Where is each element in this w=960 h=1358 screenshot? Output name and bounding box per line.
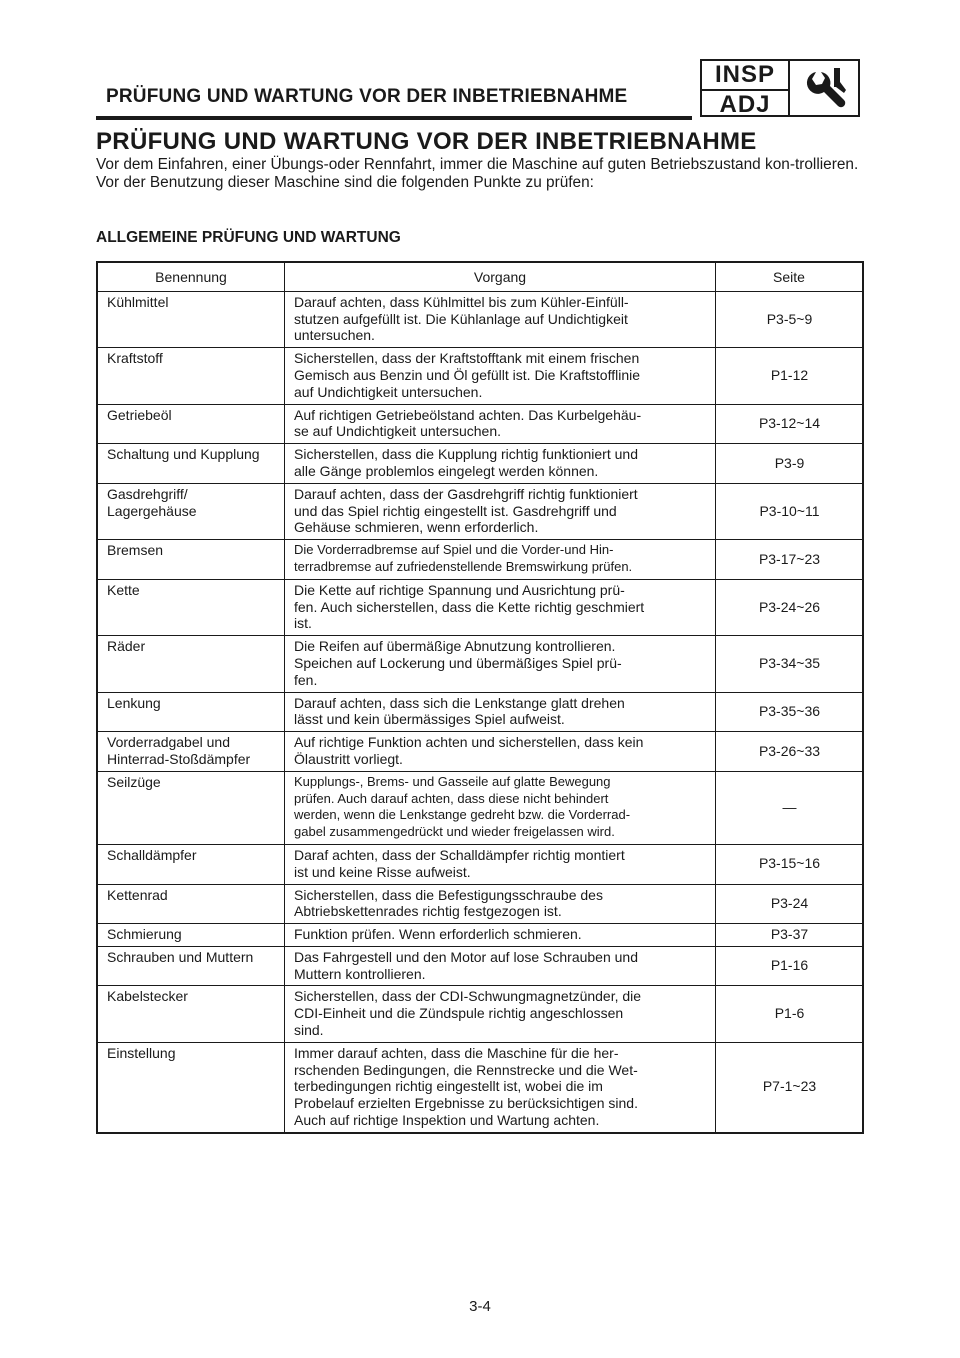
cell-benennung: Getriebeöl (97, 404, 285, 444)
table-row (97, 540, 863, 580)
cell-seite: P3-24 (716, 884, 864, 924)
cell-vorgang: Kupplungs-, Brems- und Gasseile auf glatte Bewegung prüfen. Auch darauf achten, dass diese nicht behindert werden, wenn die Lenkstange gedreht bzw. die Vorderrad- gabel zusammengedrückt und wieder freigelassen wird. (285, 771, 716, 844)
page-number: 3-4 (469, 1298, 491, 1315)
table-row (97, 946, 863, 986)
cell-benennung: Räder (97, 636, 285, 692)
cell-seite: P3-37 (716, 924, 864, 947)
table-row (97, 771, 863, 844)
table-body (97, 291, 863, 1133)
insp-adj-badge (700, 59, 860, 117)
cell-seite: P3-26~33 (716, 732, 864, 772)
cell-seite: P7-1~23 (716, 1042, 864, 1132)
table-row (97, 483, 863, 539)
cell-benennung: Kette (97, 579, 285, 635)
cell-vorgang: Sicherstellen, dass der CDI-Schwungmagnetzünder, die CDI-Einheit und die Zündspule richtig angeschlossen sind. (285, 986, 716, 1042)
table-row (97, 924, 863, 947)
cell-seite: P3-9 (716, 444, 864, 484)
cell-benennung: Kettenrad (97, 884, 285, 924)
table-row (97, 444, 863, 484)
table-row (97, 636, 863, 692)
header-title: PRÜFUNG UND WARTUNG VOR DER INBETRIEBNAHME (106, 86, 628, 107)
cell-benennung: Seilzüge (97, 771, 285, 844)
cell-benennung: Schaltung und Kupplung (97, 444, 285, 484)
cell-vorgang: Funktion prüfen. Wenn erforderlich schmieren. (285, 924, 716, 947)
section-title: ALLGEMEINE PRÜFUNG UND WARTUNG (96, 229, 401, 246)
cell-vorgang: Darauf achten, dass Kühlmittel bis zum Kühler-Einfüll- stutzen aufgefüllt ist. Die Kühlanlage auf Undichtigkeit untersuchen. (285, 291, 716, 347)
cell-vorgang: Darauf achten, dass sich die Lenkstange glatt drehen lässt und kein übermässiges Spiel aufweist. (285, 692, 716, 732)
cell-benennung: Gasdrehgriff/ Lagergehäuse (97, 483, 285, 539)
adj-label: ADJ (719, 91, 771, 118)
cell-benennung: Schalldämpfer (97, 844, 285, 884)
cell-seite: P1-16 (716, 946, 864, 986)
cell-seite: P1-12 (716, 348, 864, 404)
cell-benennung: Lenkung (97, 692, 285, 732)
table-row (97, 844, 863, 884)
header-rule (96, 116, 692, 120)
insp-label: INSP (702, 61, 788, 91)
table-row (97, 291, 863, 347)
cell-vorgang: Sicherstellen, dass der Kraftstofftank mit einem frischen Gemisch aus Benzin und Öl gefüllt ist. Die Kraftstofflinie auf Undichtigkeit untersuchen. (285, 348, 716, 404)
cell-seite: P3-24~26 (716, 579, 864, 635)
cell-seite: P3-17~23 (716, 540, 864, 580)
tools-icon (790, 61, 858, 115)
cell-benennung: Schmierung (97, 924, 285, 947)
cell-vorgang: Darauf achten, dass der Gasdrehgriff richtig funktioniert und das Spiel richtig eingestellt ist. Gasdrehgriff und Gehäuse schmieren, wenn erforderlich. (285, 483, 716, 539)
cell-vorgang: Sicherstellen, dass die Kupplung richtig funktioniert und alle Gänge problemlos eingelegt werden können. (285, 444, 716, 484)
table-row (97, 692, 863, 732)
cell-vorgang: Die Reifen auf übermäßige Abnutzung kontrollieren. Speichen auf Lockerung und übermäßiges Spiel prü- fen. (285, 636, 716, 692)
cell-vorgang: Das Fahrgestell und den Motor auf lose Schrauben und Muttern kontrollieren. (285, 946, 716, 986)
cell-seite: P3-5~9 (716, 291, 864, 347)
intro-line-1: Vor dem Einfahren, einer Übungs-oder Rennfahrt, immer die Maschine auf guten Betriebszustand kon-trollieren. (96, 156, 859, 173)
cell-seite: P3-35~36 (716, 692, 864, 732)
table-header-row (97, 262, 863, 291)
cell-benennung: Einstellung (97, 1042, 285, 1132)
cell-vorgang: Die Kette auf richtige Spannung und Ausrichtung prü- fen. Auch sicherstellen, dass die Kette richtig geschmiert ist. (285, 579, 716, 635)
cell-benennung: Schrauben und Muttern (97, 946, 285, 986)
cell-vorgang: Die Vorderradbremse auf Spiel und die Vorder-und Hin- terradbremse auf zufriedenstellende Bremswirkung prüfen. (285, 540, 716, 580)
cell-seite: — (716, 771, 864, 844)
cell-benennung: Kabelstecker (97, 986, 285, 1042)
cell-benennung: Vorderradgabel und Hinterrad-Stoßdämpfer (97, 732, 285, 772)
cell-seite: P3-34~35 (716, 636, 864, 692)
cell-seite: P3-10~11 (716, 483, 864, 539)
table-row (97, 1042, 863, 1132)
header-benennung: Benennung (97, 262, 285, 291)
cell-vorgang: Daraf achten, dass der Schalldämpfer richtig montiert ist und keine Risse aufweist. (285, 844, 716, 884)
table-row (97, 404, 863, 444)
header-vorgang: Vorgang (285, 262, 716, 291)
cell-vorgang: Immer darauf achten, dass die Maschine für die her- rschenden Bedingungen, die Rennstrecke und die Wet- terbedingungen richtig eingestellt ist, wobei die im Probelauf erzielten Ergebnisse zu berücksichtigen sind. Auch auf richtige Inspektion und Wartung achten. (285, 1042, 716, 1132)
table-row (97, 732, 863, 772)
table-row (97, 986, 863, 1042)
cell-vorgang: Sicherstellen, dass die Befestigungsschraube des Abtriebskettenrades richtig festgezogen ist. (285, 884, 716, 924)
cell-vorgang: Auf richtigen Getriebeölstand achten. Das Kurbelgehäu- se auf Undichtigkeit untersuchen. (285, 404, 716, 444)
cell-benennung: Bremsen (97, 540, 285, 580)
cell-vorgang: Auf richtige Funktion achten und sicherstellen, dass kein Ölaustritt vorliegt. (285, 732, 716, 772)
cell-benennung: Kühlmittel (97, 291, 285, 347)
table-row (97, 348, 863, 404)
table-row (97, 579, 863, 635)
table-row (97, 884, 863, 924)
cell-seite: P3-12~14 (716, 404, 864, 444)
intro-text (96, 156, 866, 192)
cell-benennung: Kraftstoff (97, 348, 285, 404)
cell-seite: P1-6 (716, 986, 864, 1042)
header-seite: Seite (716, 262, 864, 291)
intro-line-2: Vor der Benutzung dieser Maschine sind die folgenden Punkte zu prüfen: (96, 174, 594, 191)
cell-seite: P3-15~16 (716, 844, 864, 884)
page-title: PRÜFUNG UND WARTUNG VOR DER INBETRIEBNAHME (96, 128, 757, 155)
inspection-table (96, 261, 864, 1134)
